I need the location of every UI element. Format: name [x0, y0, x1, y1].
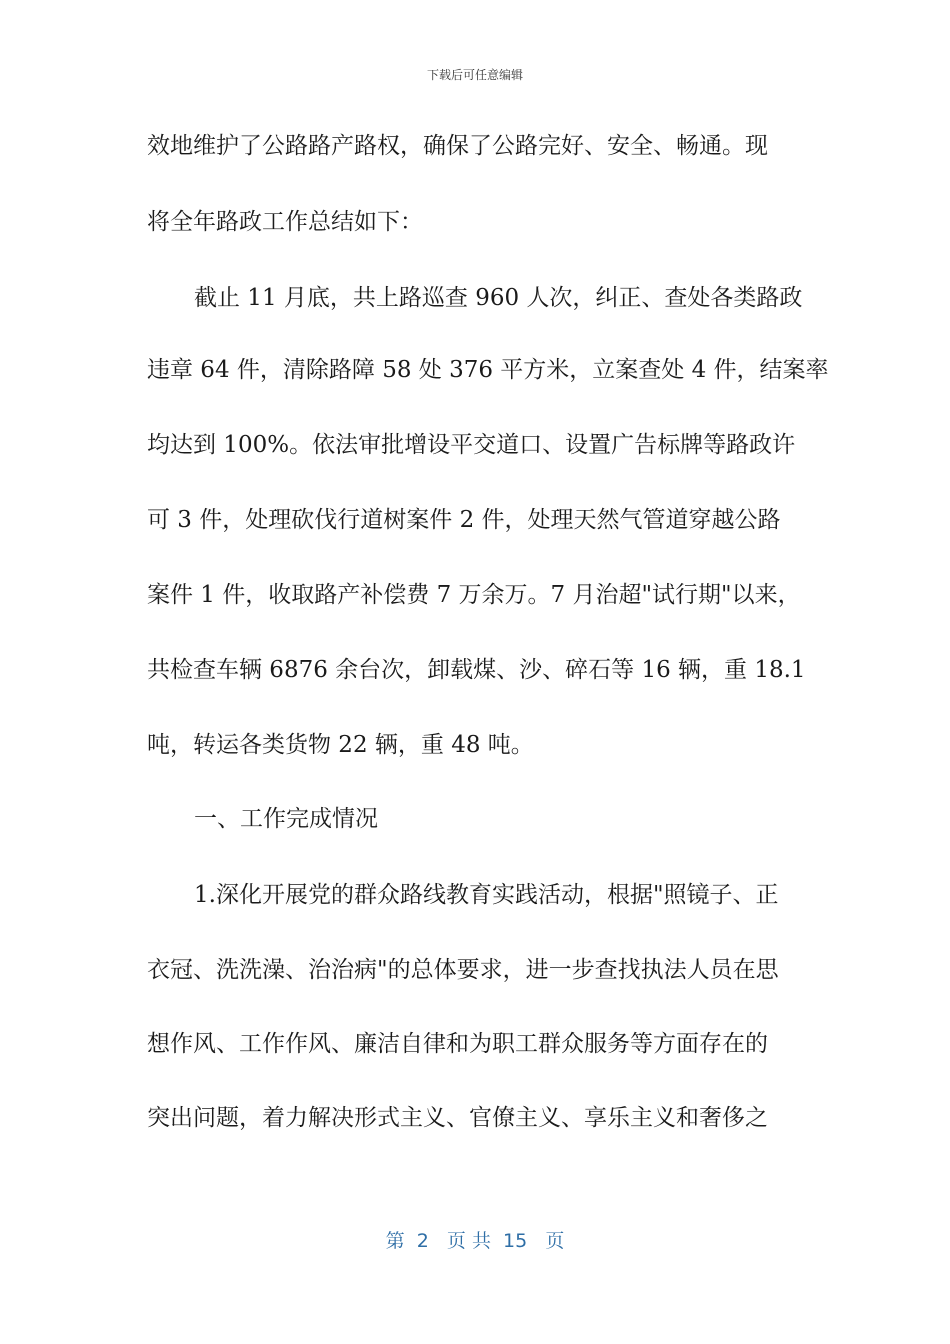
text-line: 吨，转运各类货物 22 辆，重 48 吨。 — [147, 732, 534, 758]
header-note: 下载后可任意编辑 — [426, 68, 523, 82]
page-number-footer: 第 2 页 共 15 页 — [385, 1230, 565, 1252]
text-line: 突出问题，着力解决形式主义、官僚主义、享乐主义和奢侈之 — [147, 1105, 768, 1131]
text-line: 截止 11 月底，共上路巡查 960 人次，纠正、查处各类路政 — [194, 285, 803, 311]
section-heading: 一、工作完成情况 — [194, 806, 378, 832]
text-line: 1.深化开展党的群众路线教育实践活动，根据"照镜子、正 — [194, 882, 779, 908]
text-line: 想作风、工作作风、廉洁自律和为职工群众服务等方面存在的 — [147, 1031, 768, 1057]
text-line: 将全年路政工作总结如下： — [147, 209, 423, 235]
text-line: 案件 1 件，收取路产补偿费 7 万余万。7 月治超"试行期"以来， — [147, 582, 801, 608]
text-line: 效地维护了公路路产路权，确保了公路完好、安全、畅通。现 — [147, 133, 768, 159]
text-line: 均达到 100%。依法审批增设平交道口、设置广告标牌等路政许 — [147, 432, 796, 458]
text-line: 可 3 件，处理砍伐行道树案件 2 件，处理天然气管道穿越公路 — [147, 507, 781, 533]
text-line: 衣冠、洗洗澡、治治病"的总体要求，进一步查找执法人员在思 — [147, 957, 779, 983]
text-line: 共检查车辆 6876 余台次，卸载煤、沙、碎石等 16 辆，重 18.1 — [147, 657, 806, 683]
text-line: 违章 64 件，清除路障 58 处 376 平方米，立案查处 4 件，结案率 — [147, 357, 829, 383]
